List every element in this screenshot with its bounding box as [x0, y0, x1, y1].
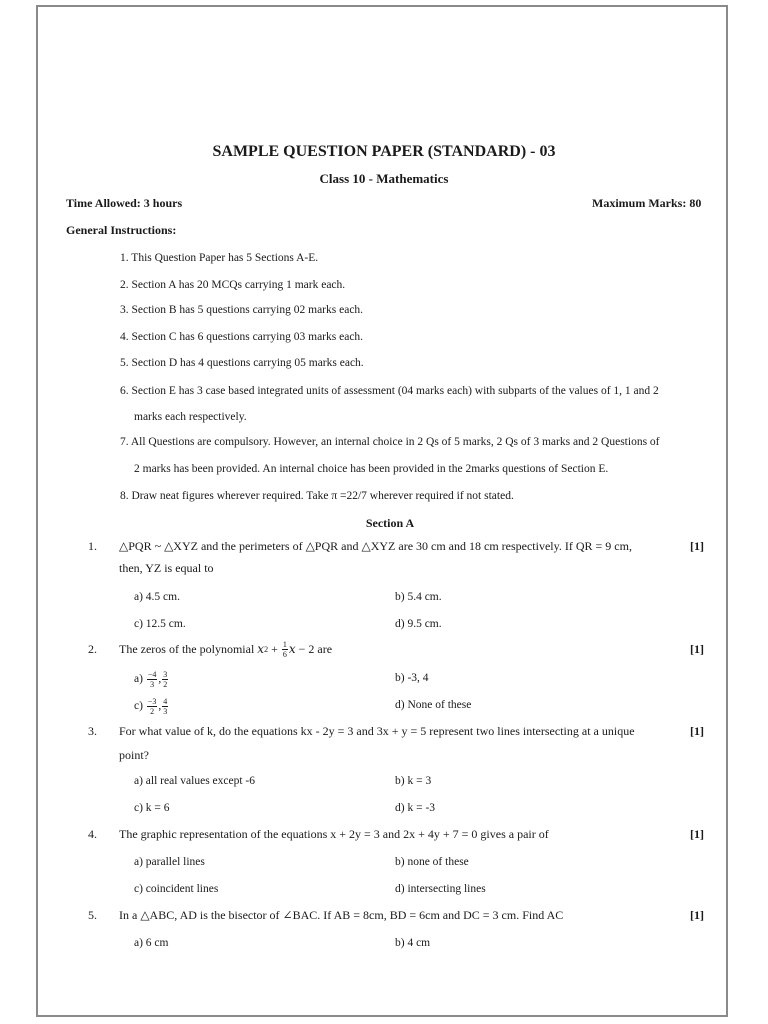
instruction-item: 2. Section A has 20 MCQs carrying 1 mark each. — [120, 279, 346, 291]
instruction-item: 4. Section C has 6 questions carrying 03 marks each. — [120, 331, 364, 343]
option-c: c) 12.5 cm. — [134, 618, 186, 630]
question-number: 2. — [88, 642, 97, 656]
instruction-item: 3. Section B has 5 questions carrying 02 marks each. — [120, 304, 364, 316]
option-d: d) 9.5 cm. — [395, 618, 442, 630]
question-marks: [1] — [690, 539, 704, 553]
option-a: a) 6 cm — [134, 937, 169, 949]
option-b: b) k = 3 — [395, 775, 432, 787]
instruction-item: 5. Section D has 4 questions carrying 05 marks each. — [120, 357, 364, 369]
question-text: then, YZ is equal to — [119, 561, 214, 575]
option-b: b) 5.4 cm. — [395, 591, 442, 603]
option-c: c) coincident lines — [134, 883, 219, 895]
instruction-continuation: marks each respectively. — [134, 411, 247, 423]
question-number: 3. — [88, 724, 97, 738]
option-a: a) $\frac{-4}{3}$ , $\frac{3}{2}$ — [134, 669, 168, 689]
paper-title: SAMPLE QUESTION PAPER (STANDARD) - 03 — [212, 143, 556, 160]
option-d: d) k = -3 — [395, 802, 436, 814]
question-text: point? — [119, 748, 149, 762]
instruction-item: 7. All Questions are compulsory. However, an internal choice in 2 Qs of 5 marks, 2 Qs of 3 marks and 2 Questions of — [120, 436, 660, 448]
instruction-continuation: 2 marks has been provided. An internal choice has been provided in the 2marks questions of Section E. — [134, 463, 609, 475]
instruction-item: 6. Section E has 3 case based integrated units of assessment (04 marks each) with subparts of the values of 1, 1 and 2 — [120, 385, 659, 397]
option-b: b) -3, 4 — [395, 672, 429, 684]
question-marks: [1] — [690, 642, 704, 656]
question-text: The zeros of the polynomial x 2 + $\frac{1}{6}$ x − 2 are — [119, 639, 333, 659]
time-allowed: Time Allowed: 3 hours — [66, 196, 183, 210]
option-a: a) parallel lines — [134, 856, 205, 868]
option-b: b) 4 cm — [395, 937, 431, 949]
question-marks: [1] — [690, 724, 704, 738]
maximum-marks: Maximum Marks: 80 — [592, 196, 702, 210]
question-number: 4. — [88, 827, 97, 841]
paper-subtitle: Class 10 - Mathematics — [319, 171, 449, 186]
option-c: c) $\frac{-3}{2}$ , $\frac{4}{3}$ — [134, 696, 168, 716]
question-text: △PQR ~ △XYZ and the perimeters of △PQR and △XYZ are 30 cm and 18 cm respectively. If QR = 9 cm, — [119, 539, 632, 553]
option-d: d) intersecting lines — [395, 883, 486, 895]
general-instructions-label: General Instructions: — [66, 223, 177, 237]
question-text: The graphic representation of the equations x + 2y = 3 and 2x + 4y + 7 = 0 gives a pair of — [119, 827, 549, 841]
section-a-heading: Section A — [365, 516, 415, 530]
option-c: c) k = 6 — [134, 802, 170, 814]
question-number: 1. — [88, 539, 97, 553]
question-text: In a △ABC, AD is the bisector of ∠BAC. If AB = 8cm, BD = 6cm and DC = 3 cm. Find AC — [119, 908, 564, 922]
option-b: b) none of these — [395, 856, 469, 868]
option-a: a) all real values except -6 — [134, 775, 256, 787]
question-number: 5. — [88, 908, 97, 922]
polynomial-fraction: $\frac{1}{6}$ — [282, 639, 287, 659]
instruction-item: 1. This Question Paper has 5 Sections A-E. — [120, 252, 319, 264]
question-text: For what value of k, do the equations kx - 2y = 3 and 3x + y = 5 represent two lines intersecting at a unique — [119, 724, 635, 738]
option-d: d) None of these — [395, 699, 472, 711]
question-marks: [1] — [690, 827, 704, 841]
option-a: a) 4.5 cm. — [134, 591, 180, 603]
question-marks: [1] — [690, 908, 704, 922]
instruction-item: 8. Draw neat figures wherever required. Take π =22/7 wherever required if not stated. — [120, 490, 514, 502]
